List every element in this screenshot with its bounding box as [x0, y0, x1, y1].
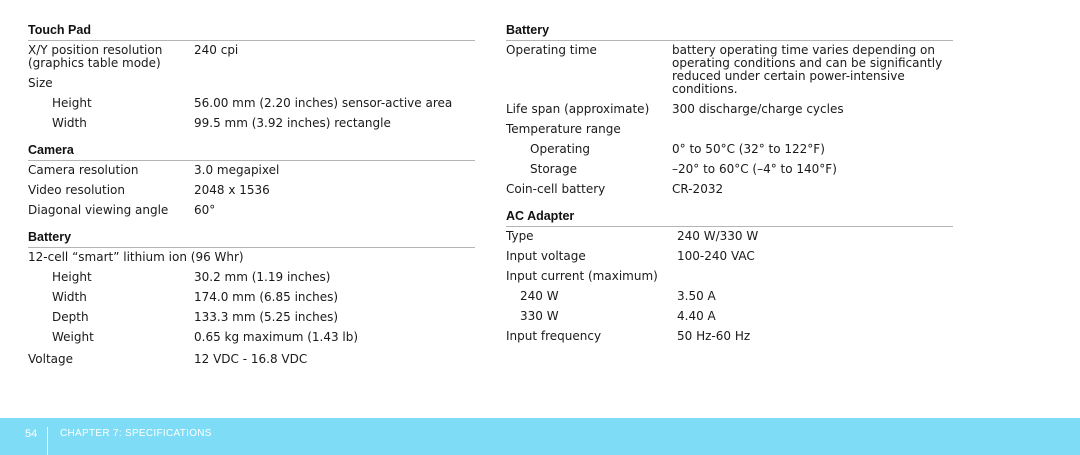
touchpad-width-row — [28, 117, 475, 130]
viewing-angle-label: Diagonal viewing angle — [28, 203, 169, 217]
touchpad-height-label: Height — [52, 96, 92, 110]
ac-type-value: 240 W/330 W — [677, 229, 759, 243]
storage-temp-row — [506, 163, 953, 176]
camera-heading: Camera — [28, 142, 475, 161]
operating-time-row — [506, 44, 953, 96]
battery-height-row — [28, 271, 475, 284]
video-resolution-row — [28, 184, 475, 197]
battery-operation-section — [506, 22, 953, 196]
operating-time-value — [672, 44, 953, 96]
input-current-label: Input current (maximum) — [506, 269, 658, 283]
video-resolution-value: 2048 x 1536 — [194, 183, 270, 197]
temperature-range-row — [506, 123, 953, 136]
battery-width-value: 174.0 mm (6.85 inches) — [194, 290, 339, 304]
xy-resolution-row — [28, 44, 475, 70]
storage-temp-label: Storage — [530, 162, 577, 176]
life-span-row — [506, 103, 953, 116]
life-span-value: 300 discharge/charge cycles — [672, 102, 844, 116]
battery-voltage-label: Voltage — [28, 352, 74, 366]
xy-resolution-label-sub: (graphics table mode) — [28, 56, 161, 70]
ac-adapter-heading: AC Adapter — [506, 208, 953, 227]
battery-weight-value: 0.65 kg maximum (1.43 lb) — [194, 330, 359, 344]
input-voltage-label: Input voltage — [506, 249, 586, 263]
current-330w-label: 330 W — [520, 309, 559, 323]
battery-depth-row — [28, 311, 475, 324]
battery-type-text: 12-cell “smart” lithium ion (96 Whr) — [28, 250, 244, 264]
battery-depth-label: Depth — [52, 310, 89, 324]
current-330w-value: 4.40 A — [677, 309, 716, 323]
battery-height-label: Height — [52, 270, 92, 284]
xy-resolution-label: X/Y position resolution — [28, 43, 163, 57]
battery-heading-left: Battery — [28, 229, 475, 248]
battery-weight-row — [28, 331, 475, 344]
camera-resolution-value: 3.0 megapixel — [194, 163, 280, 177]
camera-resolution-row — [28, 164, 475, 177]
page-number: 54 — [25, 428, 38, 440]
battery-type-row — [28, 251, 475, 264]
touchpad-width-value: 99.5 mm (3.92 inches) rectangle — [194, 116, 391, 130]
input-frequency-label: Input frequency — [506, 329, 602, 343]
operating-time-line-2: operating conditions and can be significantly — [672, 56, 943, 70]
operating-time-line-3: reduced under certain power-intensive — [672, 69, 905, 83]
input-frequency-value: 50 Hz-60 Hz — [677, 329, 751, 343]
xy-resolution-value: 240 cpi — [194, 43, 239, 57]
operating-temp-label: Operating — [530, 142, 590, 156]
operating-temp-row — [506, 143, 953, 156]
operating-time-line-4: conditions. — [672, 82, 738, 96]
right-column — [506, 22, 953, 343]
battery-height-value: 30.2 mm (1.19 inches) — [194, 270, 331, 284]
camera-section — [28, 142, 475, 217]
battery-depth-value: 133.3 mm (5.25 inches) — [194, 310, 339, 324]
input-voltage-row — [506, 250, 953, 263]
current-240w-row — [506, 290, 953, 303]
battery-voltage-row — [28, 353, 475, 366]
battery-heading-right: Battery — [506, 22, 953, 41]
input-voltage-value: 100-240 VAC — [677, 249, 755, 263]
ac-adapter-section — [506, 208, 953, 343]
coin-cell-label: Coin-cell battery — [506, 182, 606, 196]
current-240w-value: 3.50 A — [677, 289, 716, 303]
battery-width-label: Width — [52, 290, 87, 304]
ac-type-row — [506, 230, 953, 243]
operating-time-line-1: battery operating time varies depending on — [672, 43, 935, 57]
touchpad-height-row — [28, 97, 475, 110]
viewing-angle-value: 60° — [194, 203, 216, 217]
video-resolution-label: Video resolution — [28, 183, 126, 197]
operating-temp-value: 0° to 50°C (32° to 122°F) — [672, 142, 825, 156]
current-240w-label: 240 W — [520, 289, 559, 303]
input-frequency-row — [506, 330, 953, 343]
touchpad-width-label: Width — [52, 116, 87, 130]
coin-cell-value: CR-2032 — [672, 182, 724, 196]
storage-temp-value: –20° to 60°C (–4° to 140°F) — [672, 162, 837, 176]
camera-resolution-label: Camera resolution — [28, 163, 139, 177]
touchpad-heading: Touch Pad — [28, 22, 475, 41]
input-current-row — [506, 270, 953, 283]
battery-weight-label: Weight — [52, 330, 94, 344]
chapter-title: CHAPTER 7: SPECIFICATIONS — [60, 428, 212, 439]
battery-voltage-value: 12 VDC - 16.8 VDC — [194, 352, 308, 366]
ac-type-label: Type — [506, 229, 534, 243]
footer-divider — [47, 427, 48, 455]
page-footer — [0, 418, 1080, 455]
temperature-range-label: Temperature range — [506, 122, 621, 136]
touchpad-height-value: 56.00 mm (2.20 inches) sensor-active area — [194, 96, 453, 110]
coin-cell-row — [506, 183, 953, 196]
left-column — [28, 22, 475, 366]
operating-time-label: Operating time — [506, 43, 597, 57]
viewing-angle-row — [28, 204, 475, 217]
life-span-label: Life span (approximate) — [506, 102, 650, 116]
battery-width-row — [28, 291, 475, 304]
current-330w-row — [506, 310, 953, 323]
battery-dimensions-section — [28, 229, 475, 366]
touchpad-section — [28, 22, 475, 130]
size-label: Size — [28, 76, 53, 90]
size-row — [28, 77, 475, 90]
